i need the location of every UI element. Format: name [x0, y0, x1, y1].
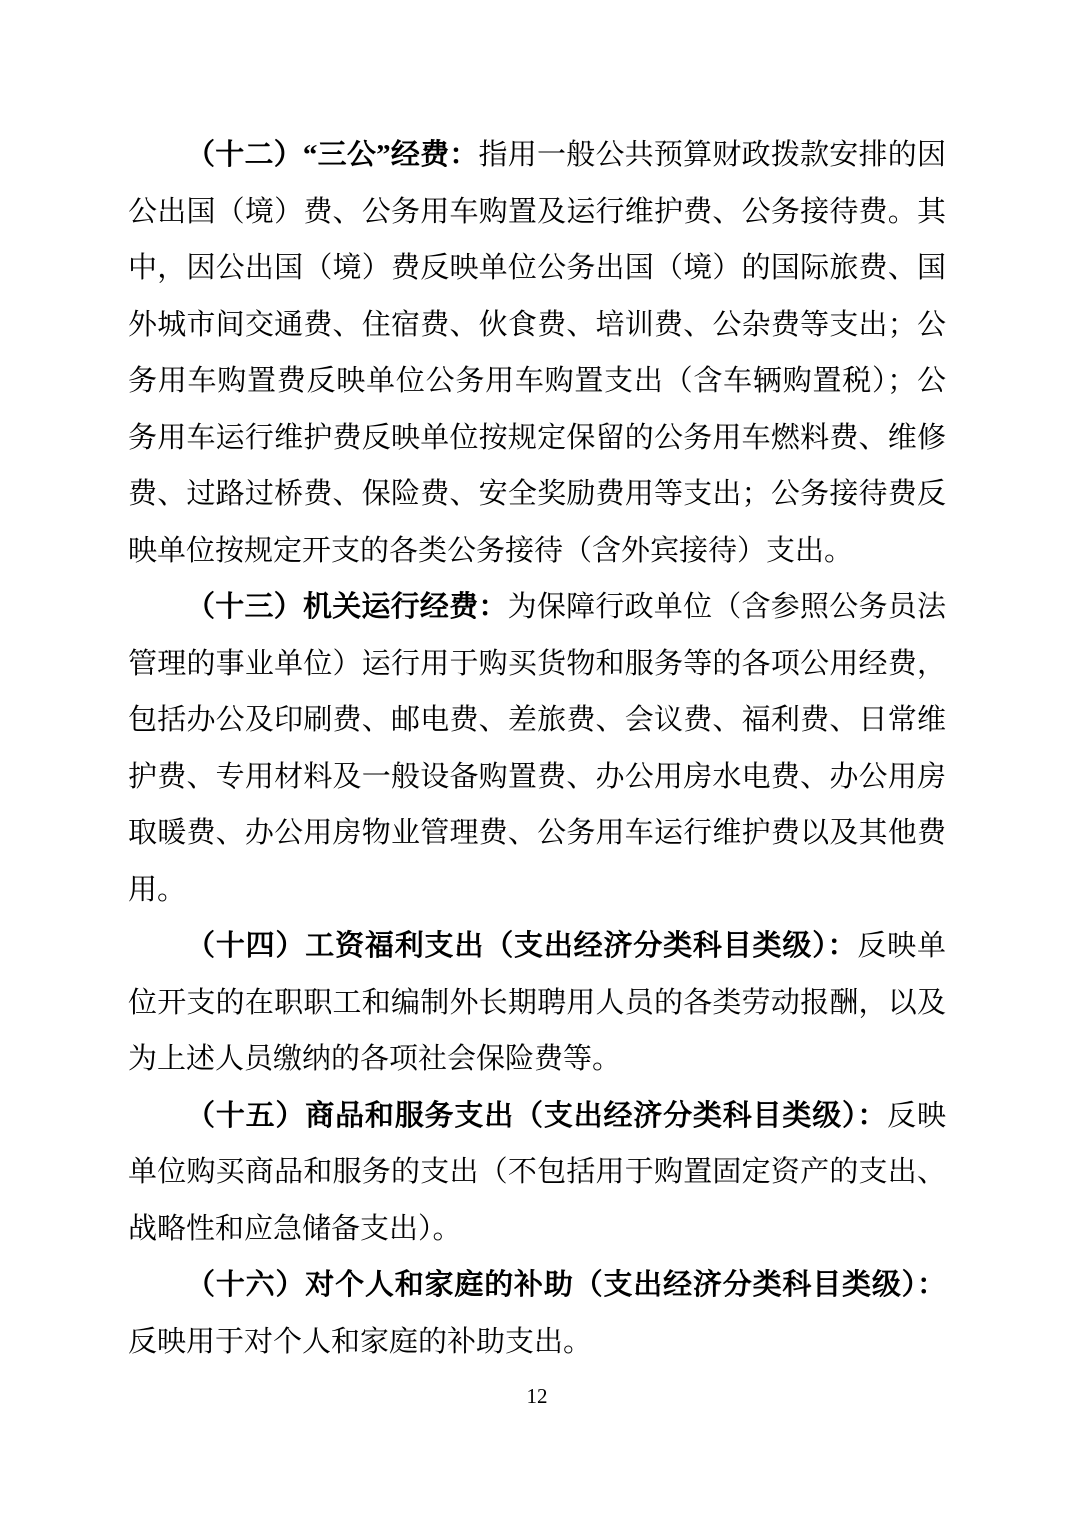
paragraph-heading: （十二）“三公”经费： [186, 139, 479, 171]
paragraph-body: 反映单位开支的在职职工和编制外长期聘用人员的各类劳动报酬，以及为上述人员缴纳的各项社会保险费等。 [128, 930, 946, 1075]
page-content [128, 127, 946, 1370]
paragraph-body: 为保障行政单位（含参照公务员法管理的事业单位）运行用于购买货物和服务等的各项公用经费，包括办公及印刷费、邮电费、差旅费、会议费、福利费、日常维护费、专用材料及一般设备购置费、办公用房水电费、办公用房取暖费、办公用房物业管理费、公务用车运行维护费以及其他费用。 [128, 591, 946, 906]
paragraph [128, 918, 946, 1088]
paragraph-body: 指用一般公共预算财政拨款安排的因公出国（境）费、公务用车购置及运行维护费、公务接待费。其中，因公出国（境）费反映单位公务出国（境）的国际旅费、国外城市间交通费、住宿费、伙食费、培训费、公杂费等支出；公务用车购置费反映单位公务用车购置支出（含车辆购置税）；公务用车运行维护费反映单位按规定保留的公务用车燃料费、维修费、过路过桥费、保险费、安全奖励费用等支出；公务接待费反映单位按规定开支的各类公务接待（含外宾接待）支出。 [128, 139, 946, 567]
paragraph-body: 反映用于对个人和家庭的补助支出。 [128, 1325, 593, 1358]
paragraph [128, 127, 946, 579]
paragraph [128, 1088, 946, 1258]
paragraph-heading: （十四）工资福利支出（支出经济分类科目类级）： [186, 930, 858, 962]
page-number: 12 [526, 1384, 548, 1408]
paragraph-body: 反映单位购买商品和服务的支出（不包括用于购置固定资产的支出、战略性和应急储备支出）。 [128, 1099, 946, 1245]
paragraph-heading: （十三）机关运行经费： [186, 591, 508, 623]
paragraph [128, 1257, 946, 1370]
paragraph-heading: （十五）商品和服务支出（支出经济分类科目类级）： [186, 1099, 888, 1132]
paragraph-heading: （十六）对个人和家庭的补助（支出经济分类科目类级）： [186, 1269, 946, 1301]
paragraph [128, 579, 946, 918]
